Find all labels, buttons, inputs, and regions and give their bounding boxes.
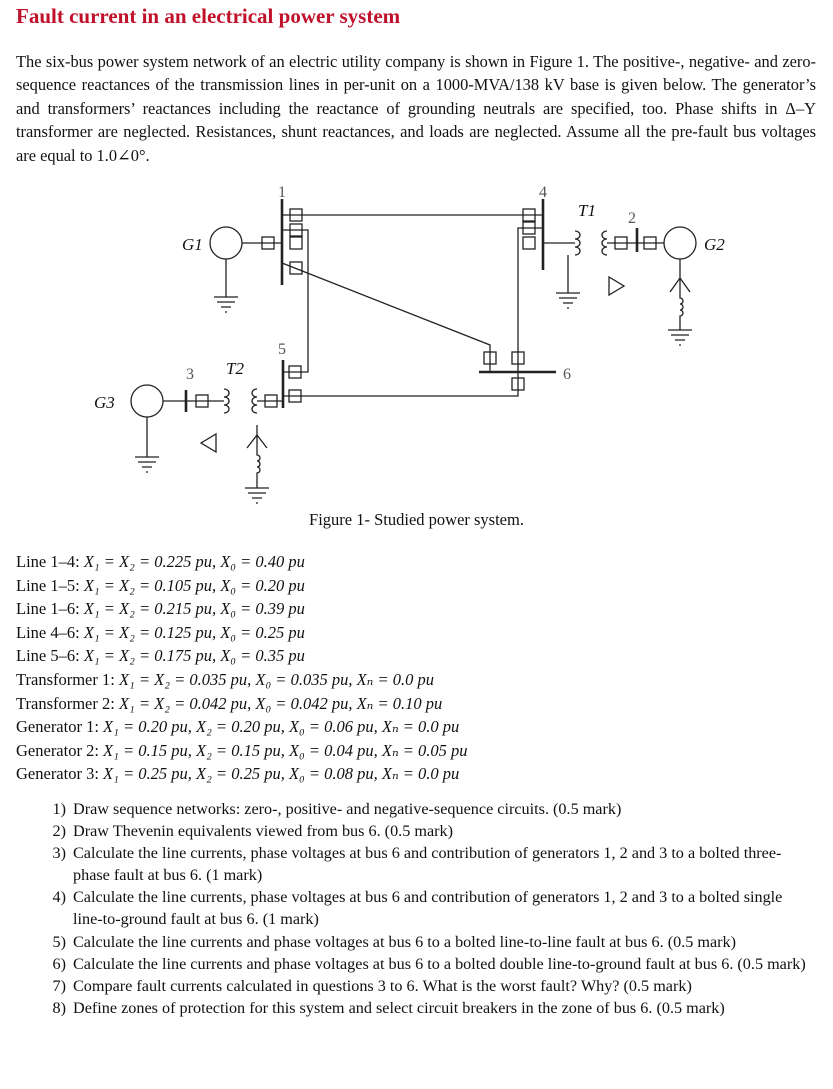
t2-secondary-coil (252, 389, 257, 413)
page-title: Fault current in an electrical power system (16, 4, 401, 28)
bus-2-label: 2 (628, 210, 636, 227)
t2-ground (245, 425, 269, 503)
question-item: 4) Calculate the line currents, phase voltages at bus 6 and contribution of generators 1, 2 and 3 to a bolted single line-to-ground fault at bus 6. (1 mark) (52, 888, 783, 929)
question-item: 3) Calculate the line currents, phase voltages at bus 6 and contribution of generators 1, 2 and 3 to a bolted three-phase fault at bus 6. (1 mark) (52, 844, 782, 885)
param-line-1-4: Line 1–4: X₁ = X₂ = 0.225 pu, X₀ = 0.40 pu (16, 552, 305, 571)
t1-secondary-coil (602, 231, 607, 255)
question-item: 5) Calculate the line currents and phase voltages at bus 6 to a bolted line-to-line fault at bus 6. (0.5 mark) (52, 932, 737, 951)
question-item: 6) Calculate the line currents and phase voltages at bus 6 to a bolted double line-to-ground fault at bus 6. (0.5 mark) (52, 954, 806, 973)
bus-6-label: 6 (563, 366, 571, 383)
g1-ground (214, 259, 238, 312)
param-generator-2: Generator 2: X₁ = 0.15 pu, X₂ = 0.15 pu, X₀ = 0.04 pu, Xₙ = 0.05 pu (16, 740, 468, 760)
g2-ground (668, 259, 692, 345)
power-system-diagram (0, 180, 833, 510)
parameter-list (16, 550, 468, 786)
t2-primary-coil (224, 389, 229, 413)
g3-ground (135, 417, 159, 472)
question-item: 2) Draw Thevenin equivalents viewed from bus 6. (0.5 mark) (52, 822, 454, 841)
g1-label: G1 (182, 235, 203, 254)
t2-delta-symbol (201, 434, 216, 452)
param-line-1-5: Line 1–5: X₁ = X₂ = 0.105 pu, X₀ = 0.20 pu (16, 575, 305, 595)
question-item: 1) Draw sequence networks: zero-, positive- and negative-sequence circuits. (0.5 mark) (52, 800, 622, 818)
line-5-6 (283, 372, 518, 396)
bus-4-label: 4 (539, 184, 547, 201)
param-transformer-2: Transformer 2: X₁ = X₂ = 0.042 pu, X₀ = 0.042 pu, Xₙ = 0.10 pu (16, 693, 443, 713)
question-item: 7) Compare fault currents calculated in questions 3 to 6. What is the worst fault? Why? (0.5 mark) (52, 976, 692, 995)
figure-caption: Figure 1- Studied power system. (309, 510, 524, 529)
param-line-4-6: Line 4–6: X₁ = X₂ = 0.125 pu, X₀ = 0.25 pu (16, 622, 305, 642)
question-list (16, 798, 816, 1019)
g2-label: G2 (704, 235, 725, 254)
bus-1-label: 1 (278, 184, 286, 201)
g3-symbol (131, 385, 163, 417)
g3-label: G3 (94, 393, 115, 412)
param-generator-1: Generator 1: X₁ = 0.20 pu, X₂ = 0.20 pu, X₀ = 0.06 pu, Xₙ = 0.0 pu (16, 717, 460, 737)
param-transformer-1: Transformer 1: X₁ = X₂ = 0.035 pu, X₀ = 0.035 pu, Xₙ = 0.0 pu (16, 669, 434, 689)
bus-5-label: 5 (278, 341, 286, 358)
g2-symbol (664, 227, 696, 259)
intro-paragraph: The six-bus power system network of an electric utility company is shown in Figure 1. The positive-, negative- and zero-sequence reactances of the transmission lines in per-unit on a 1000-MVA/138 kV base is given below. The generator’s and transformers’ reactances including the reactance of grounding neutrals are specified, too. Phase shifts in Δ–Y transformer are neglected. Resistances, shunt reactances, and loads are neglected. Assume all the pre-fault bus voltages are equal to 1.0∠0°. (16, 52, 816, 165)
line-1-6 (282, 263, 490, 372)
question-item: 8) Define zones of protection for this system and select circuit breakers in the zone of bus 6. (0.5 mark) (52, 998, 725, 1017)
breaker-g1b (290, 237, 302, 249)
breaker-4-t1 (523, 237, 535, 249)
t1-ground (556, 255, 580, 308)
param-generator-3: Generator 3: X₁ = 0.25 pu, X₂ = 0.25 pu, X₀ = 0.08 pu, Xₙ = 0.0 pu (16, 764, 460, 784)
t1-delta-symbol (609, 277, 624, 295)
t1-label: T1 (578, 201, 596, 220)
t1-primary-coil (575, 231, 580, 255)
param-line-1-6: Line 1–6: X₁ = X₂ = 0.215 pu, X₀ = 0.39 pu (16, 599, 305, 619)
bus-3-label: 3 (186, 366, 194, 383)
g1-symbol (210, 227, 242, 259)
t2-label: T2 (226, 359, 244, 378)
param-line-5-6: Line 5–6: X₁ = X₂ = 0.175 pu, X₀ = 0.35 pu (16, 646, 305, 666)
